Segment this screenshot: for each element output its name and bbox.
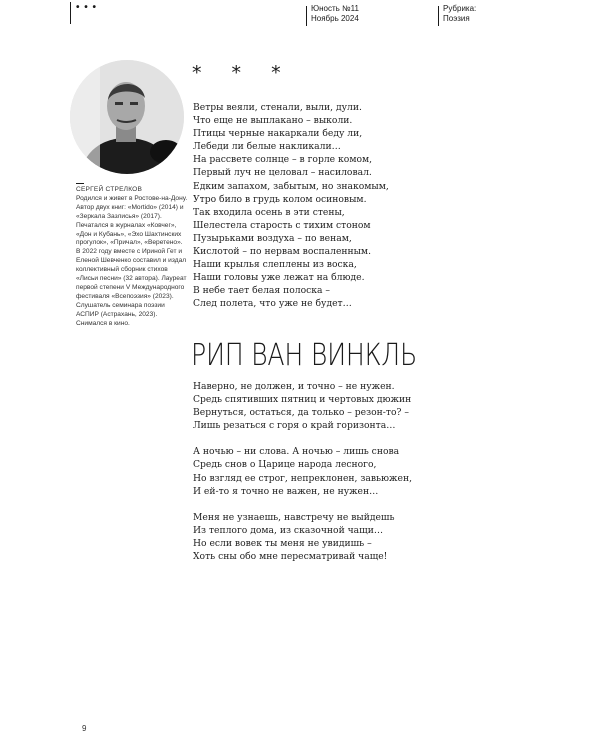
- poem-line: Из теплого дома, из сказочной чащи…: [193, 524, 384, 536]
- magazine-date: Ноябрь 2024: [311, 14, 359, 23]
- magazine-issue: Юность №11: [311, 4, 359, 13]
- poem-line: Наверно, не должен, и точно – не нужен.: [193, 381, 395, 392]
- poem-line: Что еще не выплакано – выколи.: [193, 115, 353, 127]
- poem-line: Едким запахом, забытым, но знакомым,: [193, 180, 389, 192]
- poem-line: Но если вовек ты меня не увидишь –: [193, 537, 372, 549]
- header-separator: [438, 6, 439, 26]
- poem-line: Кислотой – по нервам воспаленным.: [193, 246, 372, 258]
- poem-line: Средь спятивших пятниц и чертовых дюжин: [193, 394, 412, 406]
- page-number: 9: [82, 724, 87, 733]
- poem-line: Пузырьками воздуха – по венам,: [193, 232, 352, 244]
- author-photo: [70, 60, 184, 174]
- poem-line: След полета, что уже не будет…: [193, 298, 352, 310]
- poem2-title: РИП ВАН ВИНКЛЬ: [191, 338, 418, 373]
- poem-line: В небе тает белая полоска –: [193, 285, 331, 297]
- poem1-title: * * *: [192, 62, 293, 84]
- poem2-text: [193, 380, 412, 576]
- poem-line: Но взгляд ее строг, непреклонен, завьюжен,: [193, 472, 412, 484]
- poem-line: А ночью – ни слова. А ночью – лишь снова: [193, 446, 400, 458]
- poem-line: Наши головы уже лежат на блюде.: [193, 272, 365, 284]
- rubric-value: Поэзия: [443, 14, 470, 23]
- poem-line: Меня не узнаешь, навстречу не выйдешь: [193, 511, 395, 523]
- poem-line: Утро било в грудь колом осиновым.: [193, 193, 367, 205]
- header-separator: [306, 6, 307, 26]
- header-rubric: [443, 4, 476, 24]
- poem-line: Вернуться, остаться, да только – резон-то? –: [193, 407, 409, 419]
- author-name: СЕРГЕЙ СТРЕЛКОВ: [76, 186, 143, 193]
- poem-line: Хоть сны обо мне пересматривай чаще!: [193, 551, 388, 563]
- poem-line: Лишь резаться с горя о край горизонта…: [193, 420, 396, 432]
- poem-line: Средь снов о Царице народа лесного,: [193, 459, 377, 471]
- poem-line: Так входила осень в эти стены,: [193, 206, 345, 218]
- poem-line: На рассвете солнце – в горле комом,: [193, 154, 373, 166]
- bio-rule: [76, 183, 84, 184]
- rubric-label: Рубрика:: [443, 4, 477, 13]
- header-magazine: [311, 4, 359, 24]
- stanza: [193, 445, 412, 497]
- poem-line: Лебеди ли белые накликали…: [193, 141, 341, 153]
- poem-line: И ей-то я точно не важен, не нужен…: [193, 485, 379, 497]
- header-dots: • • •: [76, 2, 98, 13]
- stanza: [193, 380, 412, 432]
- author-bio: Родился и живет в Ростове-на-Дону. Автор двух книг: «Mortido» (2014) и «Зеркала Зазлисья» (2017). Печатался в журналах «Ковчег», «Дон и Кубань», «Эхо Шахтинских прогулок», «Причал», «Веретено». В 2022 году вместе с Ириной Гет и Еленой Шевченко составил и издал коллективный сборник стихов «Лисьи песни» (32 автора). Лауреат первой степени V Международного фестиваля «Всепоэзия» (2023). Слушатель семинара поэзии АСПИР (Астрахань, 2023). Снимался в кино.: [76, 194, 188, 327]
- poem-line: Птицы черные накаркали беду ли,: [193, 128, 363, 140]
- poem-line: Шелестела старость с тихим стоном: [193, 219, 371, 231]
- poem1-text: [193, 101, 389, 311]
- header-rule: [70, 2, 71, 24]
- author-bio-block: [76, 186, 188, 329]
- poem-line: Ветры веяли, стенали, выли, дули.: [193, 102, 362, 113]
- stanza: [193, 511, 412, 563]
- poem-line: Первый луч не целовал – насиловал.: [193, 167, 372, 179]
- poem-line: Наши крылья слеплены из воска,: [193, 259, 357, 271]
